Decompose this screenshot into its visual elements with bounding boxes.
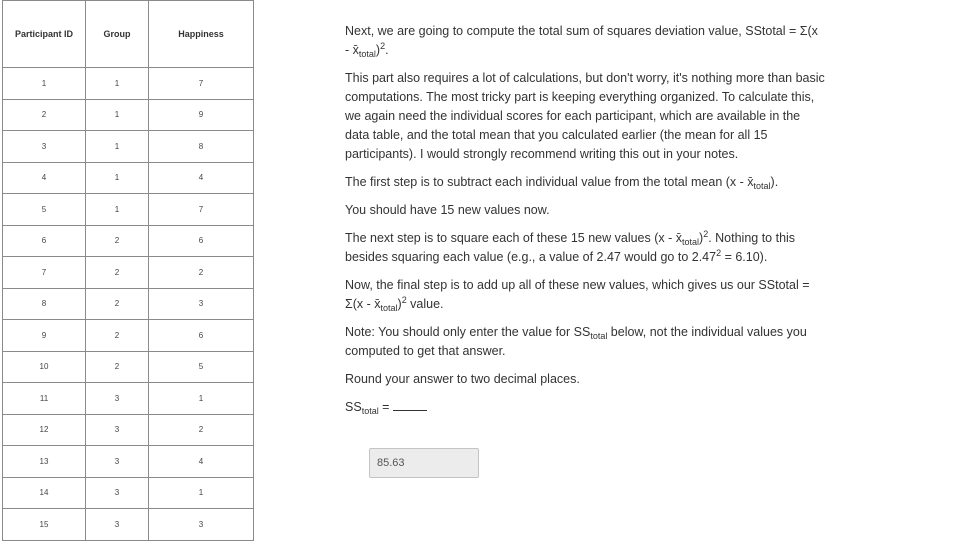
cell-participant-id: 15 (3, 509, 86, 541)
table-row (3, 351, 254, 383)
cell-group: 1 (86, 162, 149, 194)
cell-happiness: 4 (149, 446, 254, 478)
cell-participant-id: 8 (3, 288, 86, 320)
cell-happiness: 2 (149, 414, 254, 446)
cell-participant-id: 7 (3, 257, 86, 289)
cell-group: 1 (86, 194, 149, 226)
table-row (3, 414, 254, 446)
answer-blank-line (393, 400, 427, 411)
cell-happiness: 5 (149, 351, 254, 383)
cell-participant-id: 13 (3, 446, 86, 478)
cell-participant-id: 10 (3, 351, 86, 383)
header-group: Group (86, 1, 149, 68)
rounding-paragraph: Round your answer to two decimal places. (345, 372, 580, 386)
cell-participant-id: 1 (3, 68, 86, 100)
cell-participant-id: 12 (3, 414, 86, 446)
cell-group: 2 (86, 351, 149, 383)
table-row (3, 68, 254, 100)
cell-happiness: 7 (149, 194, 254, 226)
instructions-panel (345, 22, 825, 426)
cell-participant-id: 2 (3, 99, 86, 131)
cell-group: 3 (86, 414, 149, 446)
cell-happiness: 3 (149, 288, 254, 320)
cell-group: 3 (86, 509, 149, 541)
cell-happiness: 4 (149, 162, 254, 194)
table-row (3, 131, 254, 163)
cell-participant-id: 3 (3, 131, 86, 163)
cell-happiness: 7 (149, 68, 254, 100)
cell-group: 1 (86, 99, 149, 131)
note-paragraph: Note: You should only enter the value for $SS_{total}$ below, not the individual values you computed to get that answer. (345, 325, 807, 358)
cell-group: 1 (86, 131, 149, 163)
table-row (3, 162, 254, 194)
cell-group: 2 (86, 225, 149, 257)
table-row (3, 509, 254, 541)
step-two-paragraph: The next step is to square each of these 15 new values $(x - x̄_{total})^2$. Nothing to this besides squaring each value (e.g., a value of 2.47 would go to $2.47^2 = 6.10$). (345, 229, 796, 264)
table-row (3, 446, 254, 478)
header-happiness: Happiness (149, 1, 254, 68)
table-row (3, 477, 254, 509)
cell-participant-id: 14 (3, 477, 86, 509)
table-row (3, 383, 254, 415)
cell-happiness: 6 (149, 225, 254, 257)
intro-paragraph: Next, we are going to compute the total sum of squares deviation value, SStotal = $\Sigma(x - x̄_{total})^2$. (345, 24, 818, 59)
step-three-paragraph: Now, the final step is to add up all of these new values, which gives us our SStotal = $\Sigma(x - x̄_{total})^2$ value. (345, 278, 810, 313)
cell-group: 1 (86, 68, 149, 100)
cell-participant-id: 6 (3, 225, 86, 257)
table-row (3, 225, 254, 257)
cell-happiness: 6 (149, 320, 254, 352)
cell-group: 2 (86, 288, 149, 320)
cell-participant-id: 5 (3, 194, 86, 226)
cell-group: 3 (86, 477, 149, 509)
cell-happiness: 1 (149, 383, 254, 415)
table-row (3, 99, 254, 131)
cell-happiness: 3 (149, 509, 254, 541)
cell-happiness: 2 (149, 257, 254, 289)
answer-label: $SS_{total}$ = (345, 398, 825, 417)
cell-group: 3 (86, 446, 149, 478)
data-table (2, 0, 254, 541)
cell-participant-id: 11 (3, 383, 86, 415)
table-row (3, 288, 254, 320)
cell-group: 2 (86, 257, 149, 289)
cell-happiness: 9 (149, 99, 254, 131)
new-values-paragraph: You should have 15 new values now. (345, 203, 550, 217)
cell-participant-id: 4 (3, 162, 86, 194)
step-one-paragraph: The first step is to subtract each individual value from the total mean $(x - x̄_{total})$. (345, 175, 779, 191)
table-row (3, 320, 254, 352)
cell-group: 3 (86, 383, 149, 415)
header-participant-id: Participant ID (3, 1, 86, 68)
cell-happiness: 1 (149, 477, 254, 509)
cell-group: 2 (86, 320, 149, 352)
answer-input[interactable] (369, 448, 479, 478)
table-row (3, 257, 254, 289)
explanation-paragraph: This part also requires a lot of calculations, but don't worry, it's nothing more than basic computations. The most tricky part is keeping everything organized. To calculate this, we again need the individual scores for each participant, which are available in the data table, and the total mean that you calculated earlier (the mean for all 15 participants). I would strongly recommend writing this out in your notes. (345, 71, 825, 161)
cell-participant-id: 9 (3, 320, 86, 352)
table-header-row (3, 1, 254, 68)
table-row (3, 194, 254, 226)
cell-happiness: 8 (149, 131, 254, 163)
